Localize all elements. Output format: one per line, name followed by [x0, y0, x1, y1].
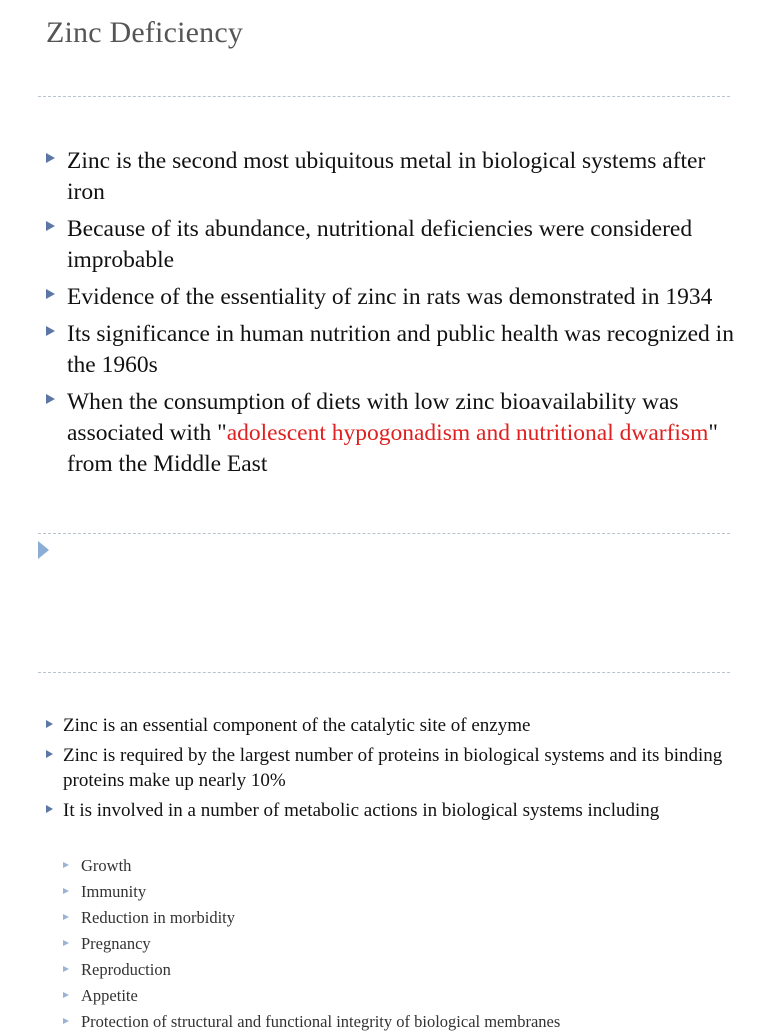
bullet-text: Zinc is an essential component of the catalytic site of enzyme [63, 715, 531, 736]
bullet-text: Its significance in human nutrition and public health was recognized in the 1960s [67, 321, 734, 378]
bullet-triangle-icon [46, 394, 55, 404]
highlighted-text: adolescent hypogonadism and nutritional dwarfism [226, 420, 709, 446]
sub-list-item [63, 983, 560, 1009]
sub-bullet-text: Reproduction [81, 960, 171, 979]
sub-list-item [63, 905, 560, 931]
sub-list-item [63, 957, 560, 983]
slide-title: Zinc Deficiency [46, 16, 244, 49]
sub-bullet-triangle-icon [63, 966, 69, 972]
bullet-triangle-icon [46, 289, 55, 299]
sub-list-item [63, 879, 560, 905]
list-item [46, 387, 736, 480]
sub-bullet-text: Growth [81, 856, 132, 875]
list-item [46, 214, 736, 276]
bullet-list [46, 713, 736, 828]
sub-bullet-triangle-icon [63, 940, 69, 946]
bullet-triangle-icon [46, 221, 55, 231]
bullet-text-after: " from the Middle East [67, 420, 718, 477]
sub-bullet-text: Appetite [81, 986, 138, 1005]
bullet-triangle-icon [46, 720, 53, 728]
bullet-text: Evidence of the essentiality of zinc in rats was demonstrated in 1934 [67, 284, 713, 310]
bullet-text: It is involved in a number of metabolic actions in biological systems including [63, 800, 660, 821]
bullet-list [46, 146, 736, 486]
sub-bullet-triangle-icon [63, 888, 69, 894]
list-item [46, 282, 736, 313]
sub-bullet-text: Immunity [81, 882, 147, 901]
empty-bullet-triangle-icon [38, 541, 49, 559]
sub-bullet-triangle-icon [63, 862, 69, 868]
sub-list-item [63, 853, 560, 879]
list-item [46, 319, 736, 381]
bullet-text: Zinc is required by the largest number of proteins in biological systems and its binding proteins make up nearly 10% [63, 745, 723, 791]
sub-bullet-triangle-icon [63, 914, 69, 920]
sub-list-item [63, 931, 560, 957]
bullet-text: Because of its abundance, nutritional deficiencies were considered improbable [67, 216, 693, 273]
sub-bullet-text: Pregnancy [81, 934, 151, 953]
sub-bullet-text: Reduction in morbidity [81, 908, 235, 927]
sub-bullet-text: Protection of structural and functional integrity of biological membranes [81, 1012, 561, 1031]
bullet-triangle-icon [46, 805, 53, 813]
bullet-triangle-icon [46, 153, 55, 163]
sub-list-item [63, 1009, 560, 1035]
list-item [46, 798, 736, 823]
list-item [46, 713, 736, 738]
bullet-triangle-icon [46, 326, 55, 336]
slide-divider [38, 672, 730, 673]
bullet-text: Zinc is the second most ubiquitous metal in biological systems after iron [67, 148, 706, 205]
title-divider [38, 96, 730, 97]
sub-bullet-triangle-icon [63, 1018, 69, 1024]
bullet-text-before: When the consumption of diets with low zinc bioavailability was associated with " [67, 389, 679, 446]
sub-bullet-list [63, 853, 560, 1035]
list-item [46, 146, 736, 208]
list-item [46, 743, 736, 793]
slide-divider [38, 533, 730, 534]
bullet-triangle-icon [46, 750, 53, 758]
sub-bullet-triangle-icon [63, 992, 69, 998]
